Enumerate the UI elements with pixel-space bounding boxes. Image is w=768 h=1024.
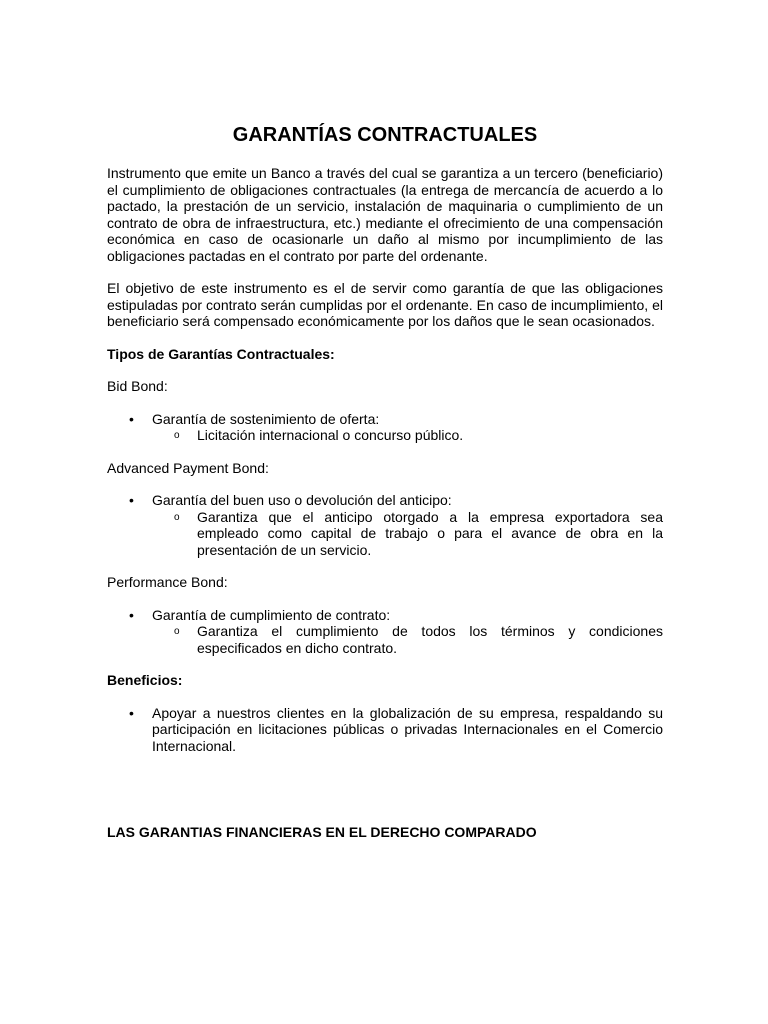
circle-bullet-icon: o [174, 626, 180, 637]
bullet-text: Apoyar a nuestros clientes en la globalización de su empresa, respaldando su participación en licitaciones públicas o privadas Internacionales en el Comercio Internacional. [152, 704, 663, 754]
list-item [107, 492, 663, 558]
section-heading: LAS GARANTIAS FINANCIERAS EN EL DERECHO COMPARADO [107, 824, 537, 840]
bullet-text: Garantía de cumplimiento de contrato: [152, 606, 391, 623]
bullet-icon: • [129, 606, 134, 623]
circle-bullet-icon: o [174, 511, 180, 523]
bond-label-bid: Bid Bond: [107, 378, 168, 394]
bond-label-advanced-payment: Advanced Payment Bond: [107, 459, 269, 476]
bullet-text: Garantía del buen uso o devolución del anticipo: [152, 492, 452, 508]
types-heading: Tipos de Garantías Contractuales: [107, 345, 335, 362]
sub-bullet-text: Garantiza el cumplimiento de todos los términos y condiciones especificados en dicho contrato. [197, 623, 663, 656]
sub-list-item [152, 623, 663, 656]
intro-paragraph: Instrumento que emite un Banco a través del cual se garantiza a un tercero (beneficiario) el cumplimiento de obligaciones contractuales (la entrega de mercancía de acuerdo a lo pactado, la prestación de un servicio, instalación de maquinaria o cumplimiento de un contrato de obra de infraestructura, etc.) mediante el ofrecimiento de una compensación económica en caso de ocasionarle un daño al mismo por incumplimiento de las obligaciones pactadas en el contrato por parte del ordenante. [107, 165, 663, 264]
bullet-icon: • [129, 492, 134, 508]
sub-bullet-text: Garantiza que el anticipo otorgado a la empresa exportadora sea empleado como capital de trabajo o para el avance de obra en la presentación de un servicio. [197, 508, 663, 558]
sub-list-item [152, 427, 663, 444]
bullet-icon: • [129, 410, 134, 427]
advanced-payment-bond-list [107, 492, 663, 558]
sub-list [152, 509, 663, 559]
circle-bullet-icon: o [174, 430, 180, 441]
document-page [107, 123, 663, 857]
sub-bullet-text: Licitación internacional o concurso público. [197, 427, 464, 443]
list-item [107, 705, 663, 755]
performance-bond-list [107, 607, 663, 657]
sub-list-item [152, 509, 663, 559]
bond-label-performance: Performance Bond: [107, 574, 228, 590]
benefits-heading: Beneficios: [107, 672, 183, 688]
bid-bond-list [107, 411, 663, 444]
objective-paragraph: El objetivo de este instrumento es el de servir como garantía de que las obligaciones estipuladas por contrato serán cumplidas por el ordenante. En caso de incumplimiento, el beneficiario será compensado económicamente por los daños que le sean ocasionados. [107, 280, 663, 329]
sub-list [152, 623, 663, 656]
sub-list [152, 427, 663, 444]
benefits-list [107, 705, 663, 755]
bullet-text: Garantía de sostenimiento de oferta: [152, 410, 380, 427]
list-item [107, 411, 663, 444]
document-title: GARANTÍAS CONTRACTUALES [232, 124, 538, 146]
list-item [107, 607, 663, 657]
bullet-icon: • [129, 704, 134, 721]
